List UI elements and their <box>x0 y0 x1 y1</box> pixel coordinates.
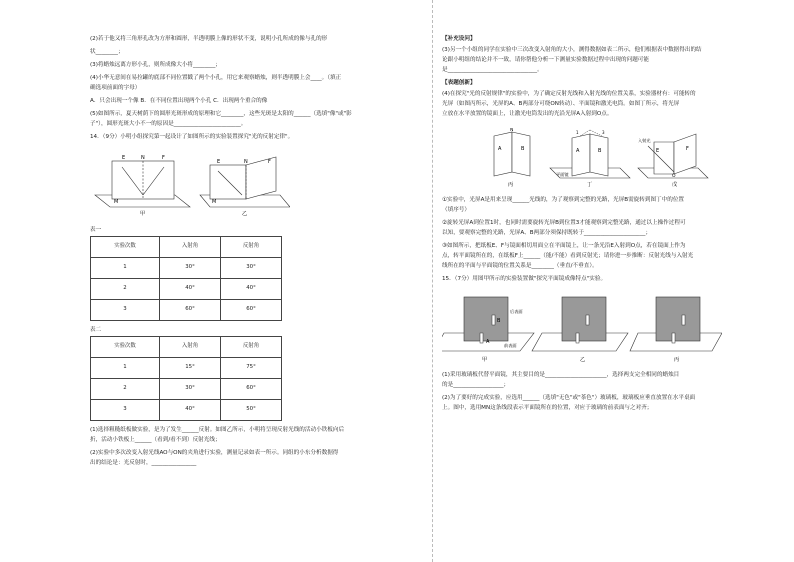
table-row <box>91 257 282 278</box>
question-14-title: 14．（9分）小明小组探究第一起设计了如图所示的实验装置探究"光的反射定律"。 <box>90 133 294 140</box>
text-line: ②旋转光屏A到位置1时，也同时需要旋转光屏B到位置3才能观察到完整光路，通过以上操作过程可 <box>442 219 686 226</box>
table-header: 入射角 <box>160 336 221 357</box>
table-header: 反射角 <box>221 336 282 357</box>
figure-bing <box>494 128 530 188</box>
svg-text:A: A <box>486 338 490 345</box>
svg-text:B: B <box>497 317 501 324</box>
table-cell: 50° <box>221 399 282 420</box>
fig-label-jia: 甲 <box>140 210 146 217</box>
section-header: 【补充设问】 <box>442 36 476 42</box>
table-1 <box>90 236 282 321</box>
figure-ding <box>550 130 630 188</box>
figure15-jia <box>442 297 534 363</box>
svg-text:M: M <box>114 198 119 205</box>
text-line: 出的结论是：光反射时，________________ <box>90 459 197 466</box>
svg-text:E: E <box>656 147 660 154</box>
text-line: 折，活动小铁板上______（看到/看不到）反射光线； <box>90 436 221 443</box>
table-header: 实验次数 <box>91 336 160 357</box>
text-line: (2)为了要好的完成实验，应选用______（选填"无色"或"茶色"）玻璃板，玻璃板应垂直放置在水平桌面 <box>442 394 696 401</box>
table-row <box>91 357 282 378</box>
fig15-label-bing: 丙 <box>674 356 680 363</box>
figure-yi <box>200 157 290 217</box>
text-line: (4)在探究"光的反射规律"的实验中，为了确定反射光线和入射光线的位置关系，实验器材有：可能转的 <box>442 90 696 97</box>
screen-figure <box>442 128 712 190</box>
svg-text:B: B <box>598 147 602 154</box>
mirror-figure <box>442 293 722 365</box>
text-line: (1)采用玻璃板代替平面镜，其主要目的是______________________，选择两支完全相同的蜡烛目 <box>442 371 680 378</box>
text-line: (3)另一个小组的同学在实验中三次改变入射角的大小，测得数据如表二所示，他们根据表中数据得出的结 <box>442 46 702 53</box>
column-divider <box>432 0 433 562</box>
text-line: 确选项前面的字母） <box>90 84 141 91</box>
table-cell: 3 <box>91 299 160 320</box>
table-cell: 60° <box>221 299 282 320</box>
table-cell: 2 <box>91 378 160 399</box>
right-column <box>442 36 772 418</box>
table-cell: 30° <box>160 257 221 278</box>
text-line: （填序号） <box>442 206 470 213</box>
svg-text:A: A <box>576 147 580 154</box>
table-cell: 60° <box>221 378 282 399</box>
fig15-label-jia: 甲 <box>482 356 488 363</box>
svg-text:M: M <box>212 198 217 205</box>
table-header: 入射角 <box>160 236 221 257</box>
table-cell: 3 <box>91 399 160 420</box>
fig15-label-front: 前表面 <box>504 342 517 348</box>
svg-text:F: F <box>162 154 165 161</box>
text-line: 论跟小明组的结论并不一致，请你帮他分析一下测量实验数据过程中出现的问题可能 <box>442 56 649 63</box>
fig15-label-yi: 乙 <box>580 356 586 363</box>
fig-label-incident: 入射光 <box>638 137 651 143</box>
table-row <box>91 278 282 299</box>
text-line: (2)若于他又将三角形孔改为方形和圆形，半透明膜上像的形状不变，说明小孔所成的像与孔的形 <box>90 36 328 42</box>
table-cell: 60° <box>160 299 221 320</box>
table-cell: 1 <box>91 257 160 278</box>
text-line: 立放在水平放置的镜面上，让激光电筒发出的光沿光屏A入射到O点。 <box>442 110 613 117</box>
left-column <box>90 36 420 473</box>
options-line: A．只会出现一个像 B．在不同位置出现两个小孔 C．出现两个重合的像 <box>90 97 268 104</box>
text-line: 是________________________________。 <box>442 66 543 73</box>
svg-text:E: E <box>217 158 221 165</box>
svg-text:3: 3 <box>602 129 605 135</box>
svg-text:N: N <box>244 158 248 165</box>
table-row <box>91 378 282 399</box>
table-cell: 1 <box>91 357 160 378</box>
fig-label-yi: 乙 <box>242 210 248 217</box>
figure-jia <box>95 155 190 217</box>
text-line: 光屏（如图丙所示，光屏的A、B两部分可绕ON转动）、平面镜和激光电筒。如图丁所示，将光屏 <box>442 100 680 107</box>
svg-text:F: F <box>686 145 689 152</box>
fig-label-ding: 丁 <box>587 181 593 188</box>
svg-text:N: N <box>510 127 514 133</box>
text-line: 上。图中，选用MN这条线段表示平面镜所在的位置，对应于玻璃的前表面与之对齐； <box>442 404 653 411</box>
table-header: 实验次数 <box>91 236 160 257</box>
text-line: (1)选择粗糙纸板做实验，是为了发生______反射。如图乙所示，小明将呈现反射光线的活动小铁板向后 <box>90 426 345 433</box>
table-cell: 40° <box>160 399 221 420</box>
table-row <box>91 399 282 420</box>
reflection-figure <box>90 151 290 217</box>
text-line: 的是__________________； <box>442 381 510 388</box>
table-cell: 15° <box>160 357 221 378</box>
svg-text:O: O <box>672 173 676 179</box>
fig-label-mirror: 平面镜 <box>556 171 569 177</box>
table2-label: 表二 <box>90 326 102 333</box>
svg-text:N: N <box>141 154 145 161</box>
text-line: 以知，要观察完整的光路，光屏A、B两部分须保持既转于______________________； <box>442 229 652 236</box>
table-cell: 2 <box>91 278 160 299</box>
table-2 <box>90 336 282 421</box>
table1-label: 表一 <box>90 226 102 233</box>
text-line: (4)小华无意间在易拉罐的底部不同位置戳了两个小孔，用它来观察蜡烛，则半透明膜上会____。（填正 <box>90 74 342 81</box>
fig-label-bing: 丙 <box>508 181 514 188</box>
text-line: ③如图所示，把纸板E、F与镜面相切用面立在平面镜上，让一条光沿E入射到O点，若在镜面上作为 <box>442 242 686 249</box>
figure-wu <box>638 134 708 188</box>
table-cell: 30° <box>160 378 221 399</box>
svg-text:E: E <box>122 154 126 161</box>
svg-text:B: B <box>521 145 525 152</box>
fig15-label-back: 后表面 <box>510 308 523 314</box>
table-cell: 40° <box>160 278 221 299</box>
svg-text:1: 1 <box>576 129 579 135</box>
text-line: (5)如图所示，夏天树荫下的圆形光斑形成的原理和它________，这些光斑是太阳的______（选填"像"或"影 <box>90 110 352 117</box>
table-header: 反射角 <box>221 236 282 257</box>
figure15-yi <box>532 297 628 363</box>
figure15-bing <box>630 297 722 363</box>
question-15-title: 15．（7分）用图甲所示的实验装置做"探究平面镜成像特点"实验。 <box>442 275 607 282</box>
svg-text:A: A <box>498 145 502 152</box>
text-line: ①实验中，光屏A是用来呈现______光线的，为了观察到完整的光路，光屏B需旋转到图丁中的位置 <box>442 196 685 203</box>
fig-label-wu: 戊 <box>672 181 678 188</box>
text-line: 点，转平面镜所在的，在纸板F上______（能/不能）看到反射光；请你进一步推断：反射光线与入射光 <box>442 252 694 259</box>
table-cell: 75° <box>221 357 282 378</box>
table-cell: 40° <box>221 278 282 299</box>
text-line: (3)将蜡烛远离方形小孔，则所成像大小将________； <box>90 61 221 68</box>
table-row <box>91 299 282 320</box>
section-header: 【表题创新】 <box>442 79 476 86</box>
text-line: 线所在的平面与平面镜的位置关系是________（垂直/不垂直）。 <box>442 262 598 269</box>
text-line: 状________； <box>90 48 124 55</box>
text-line: (2)实验中多次改变入射光线AO与ON的夹角进行实验，测量记录如表一所示。同组的小东分析数据得 <box>90 449 339 456</box>
text-line: 子"），圆形光斑大小不一的原因是________________________。 <box>90 120 247 127</box>
table-cell: 30° <box>221 257 282 278</box>
svg-text:F: F <box>268 158 271 165</box>
